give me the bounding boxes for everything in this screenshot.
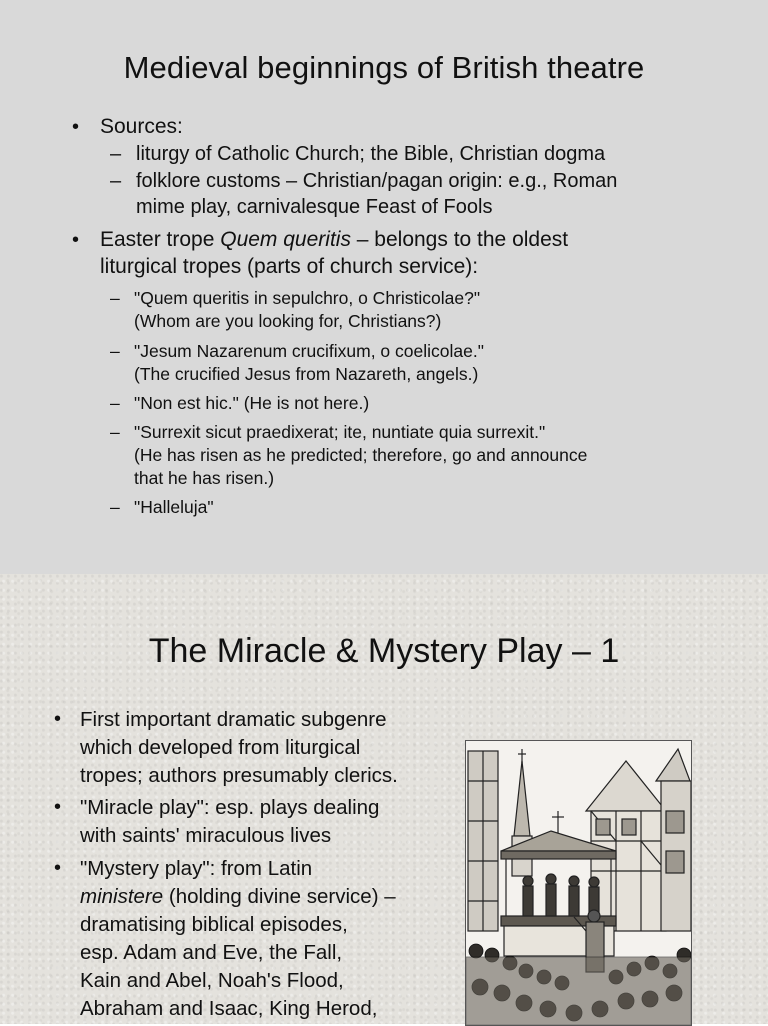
bullet-easter-trope bbox=[100, 226, 568, 253]
quem-queritis-emphasis: Quem queritis bbox=[220, 228, 351, 251]
bullet-subgenre-line3: tropes; authors presumably clerics. bbox=[80, 764, 398, 787]
dash-marker: – bbox=[110, 170, 122, 192]
bullet-mystery-line2 bbox=[80, 883, 396, 911]
sub-item-liturgy: liturgy of Catholic Church; the Bible, Christian dogma bbox=[136, 143, 606, 165]
trope-translation-surrexit-1: (He has risen as he predicted; therefore, go and announce bbox=[134, 445, 588, 465]
bullet-miracle-line1: "Miracle play": esp. plays dealing bbox=[80, 796, 380, 819]
dash-marker: – bbox=[110, 341, 120, 361]
bullet-mystery-line4: esp. Adam and Eve, the Fall, bbox=[80, 941, 343, 964]
bullet-mystery-line6: Abraham and Isaac, King Herod, bbox=[80, 997, 378, 1020]
bullet-mystery-line3: dramatising biblical episodes, bbox=[80, 913, 348, 936]
bullet-sources: Sources: bbox=[100, 115, 183, 138]
bullet-marker: • bbox=[72, 116, 80, 138]
bullet-mystery-line5: Kain and Abel, Noah's Flood, bbox=[80, 969, 344, 992]
dash-marker: – bbox=[110, 422, 120, 442]
bullet-marker: • bbox=[72, 229, 80, 251]
easter-trope-text-tail: – belongs to the oldest bbox=[350, 228, 569, 251]
dash-marker: – bbox=[110, 393, 120, 413]
sub-item-folklore-line1: folklore customs – Christian/pagan origin: e.g., Roman bbox=[136, 170, 618, 192]
trope-translation-surrexit-2: that he has risen.) bbox=[134, 468, 275, 488]
bullet-easter-trope-line2: liturgical tropes (parts of church service): bbox=[100, 255, 479, 278]
pageant-wagon-illustration bbox=[465, 740, 692, 1026]
trope-line-quem: "Quem queritis in sepulchro, o Christicolae?" bbox=[134, 288, 481, 308]
bullet-subgenre-line2: which developed from liturgical bbox=[80, 736, 361, 759]
sub-item-folklore-line2: mime play, carnivalesque Feast of Fools bbox=[136, 196, 493, 218]
trope-line-surrexit: "Surrexit sicut praedixerat; ite, nuntiate quia surrexit." bbox=[134, 422, 546, 442]
slide-title: The Miracle & Mystery Play – 1 bbox=[148, 632, 620, 670]
bullet-marker: • bbox=[54, 708, 62, 730]
bullet-mystery-line1: "Mystery play": from Latin bbox=[80, 857, 313, 880]
mystery-line2-text: (holding divine service) – bbox=[163, 885, 396, 908]
trope-translation-jesum: (The crucified Jesus from Nazareth, angels.) bbox=[134, 364, 479, 384]
dash-marker: – bbox=[110, 288, 120, 308]
trope-line-non-est: "Non est hic." (He is not here.) bbox=[134, 393, 370, 413]
trope-translation-quem: (Whom are you looking for, Christians?) bbox=[134, 311, 442, 331]
trope-line-jesum: "Jesum Nazarenum crucifixum, o coelicolae." bbox=[134, 341, 484, 361]
easter-trope-text: Easter trope bbox=[100, 228, 221, 251]
dash-marker: – bbox=[110, 143, 122, 165]
trope-line-halleluja: "Halleluja" bbox=[134, 497, 214, 517]
dash-marker: – bbox=[110, 497, 120, 517]
bullet-miracle-line2: with saints' miraculous lives bbox=[80, 824, 332, 847]
woodcut-drawing bbox=[466, 741, 691, 1025]
ministere-emphasis: ministere bbox=[80, 885, 164, 908]
bullet-marker: • bbox=[54, 796, 62, 818]
bullet-marker: • bbox=[54, 857, 62, 879]
slide-title: Medieval beginnings of British theatre bbox=[123, 50, 645, 85]
bullet-subgenre-line1: First important dramatic subgenre bbox=[80, 708, 387, 731]
